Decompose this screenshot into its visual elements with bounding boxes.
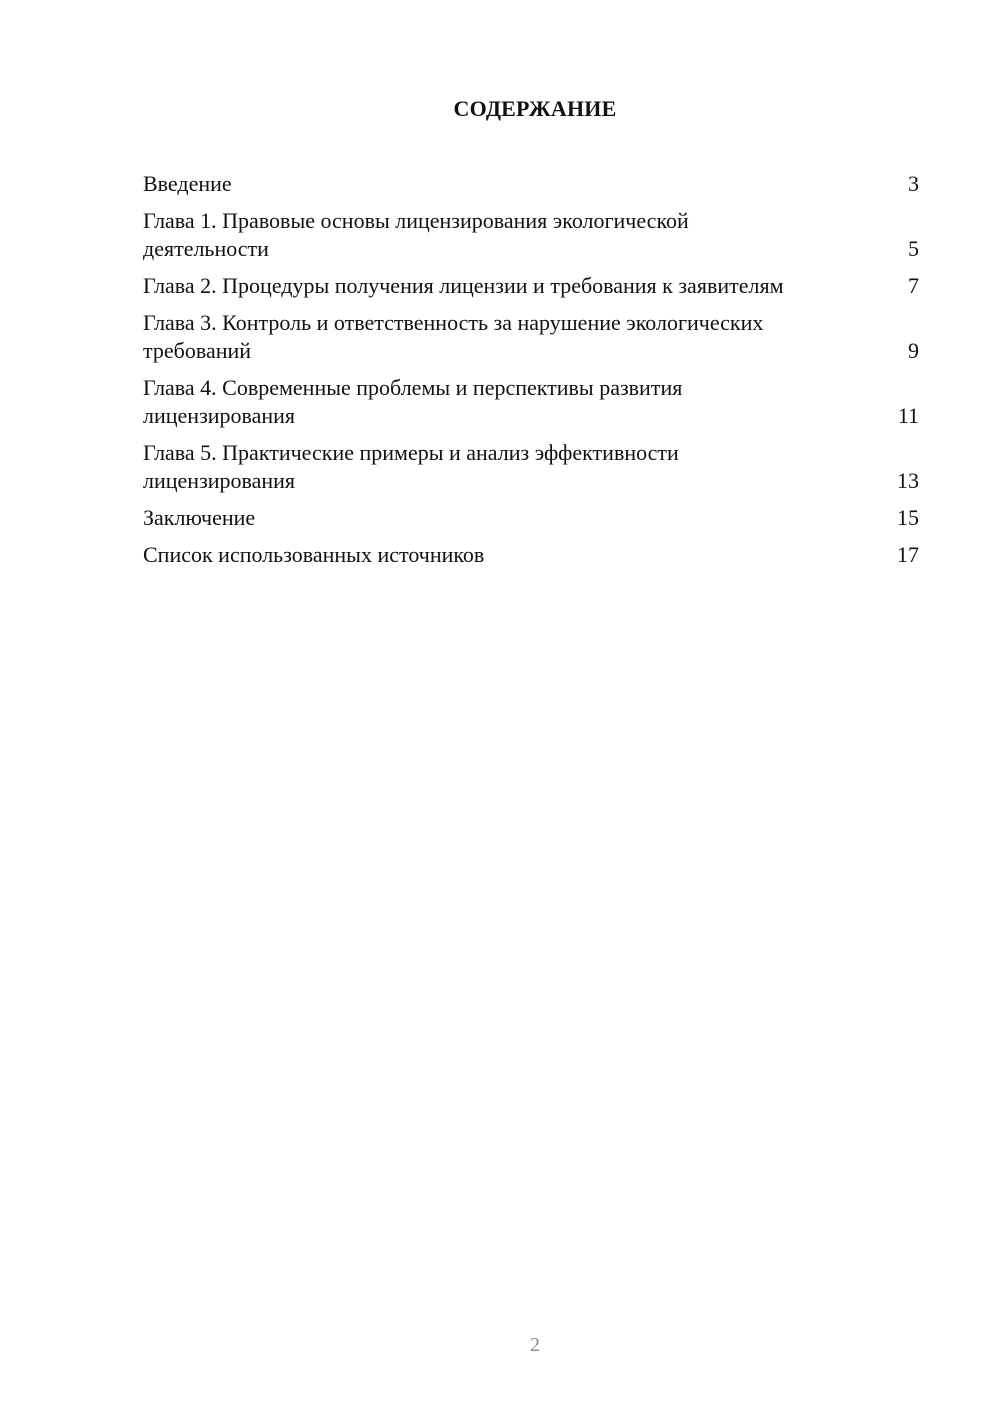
toc-entry-page: 9 (908, 338, 919, 363)
toc-entry-page: 17 (897, 542, 919, 567)
toc-entry-page: 15 (897, 505, 919, 530)
toc-entry-page: 7 (908, 273, 919, 298)
toc-entry-chapter-2 (143, 272, 919, 300)
toc-entry-chapter-3 (143, 309, 919, 365)
toc-entry-text: Глава 5. Практические примеры и анализ эффективности лицензирования (143, 440, 679, 493)
toc-entry-text: Глава 1. Правовые основы лицензирования экологической деятельности (143, 208, 689, 261)
page-number: 2 (530, 1334, 540, 1356)
toc-entry-text: Глава 4. Современные проблемы и перспективы развития лицензирования (143, 375, 683, 428)
toc-entry-text: Список использованных источников (143, 542, 485, 567)
toc-entry-page: 5 (908, 236, 919, 261)
toc-entry-chapter-5 (143, 439, 919, 495)
toc-entry-chapter-4 (143, 374, 919, 430)
toc-entry-introduction (143, 170, 919, 198)
toc-entry-text: Введение (143, 171, 232, 196)
toc-entry-text: Глава 3. Контроль и ответственность за нарушение экологических требований (143, 310, 764, 363)
toc-entry-chapter-1 (143, 207, 919, 263)
toc-entry-page: 13 (897, 468, 919, 493)
toc-entry-conclusion (143, 504, 919, 532)
toc-title: СОДЕРЖАНИЕ (453, 96, 617, 121)
toc-entry-references (143, 541, 919, 569)
toc-entry-page: 11 (897, 403, 919, 428)
toc-entry-page: 3 (908, 171, 919, 196)
toc-entry-text: Заключение (143, 505, 256, 530)
toc-entry-text: Глава 2. Процедуры получения лицензии и требования к заявителям (143, 273, 784, 298)
toc-list (143, 170, 919, 578)
